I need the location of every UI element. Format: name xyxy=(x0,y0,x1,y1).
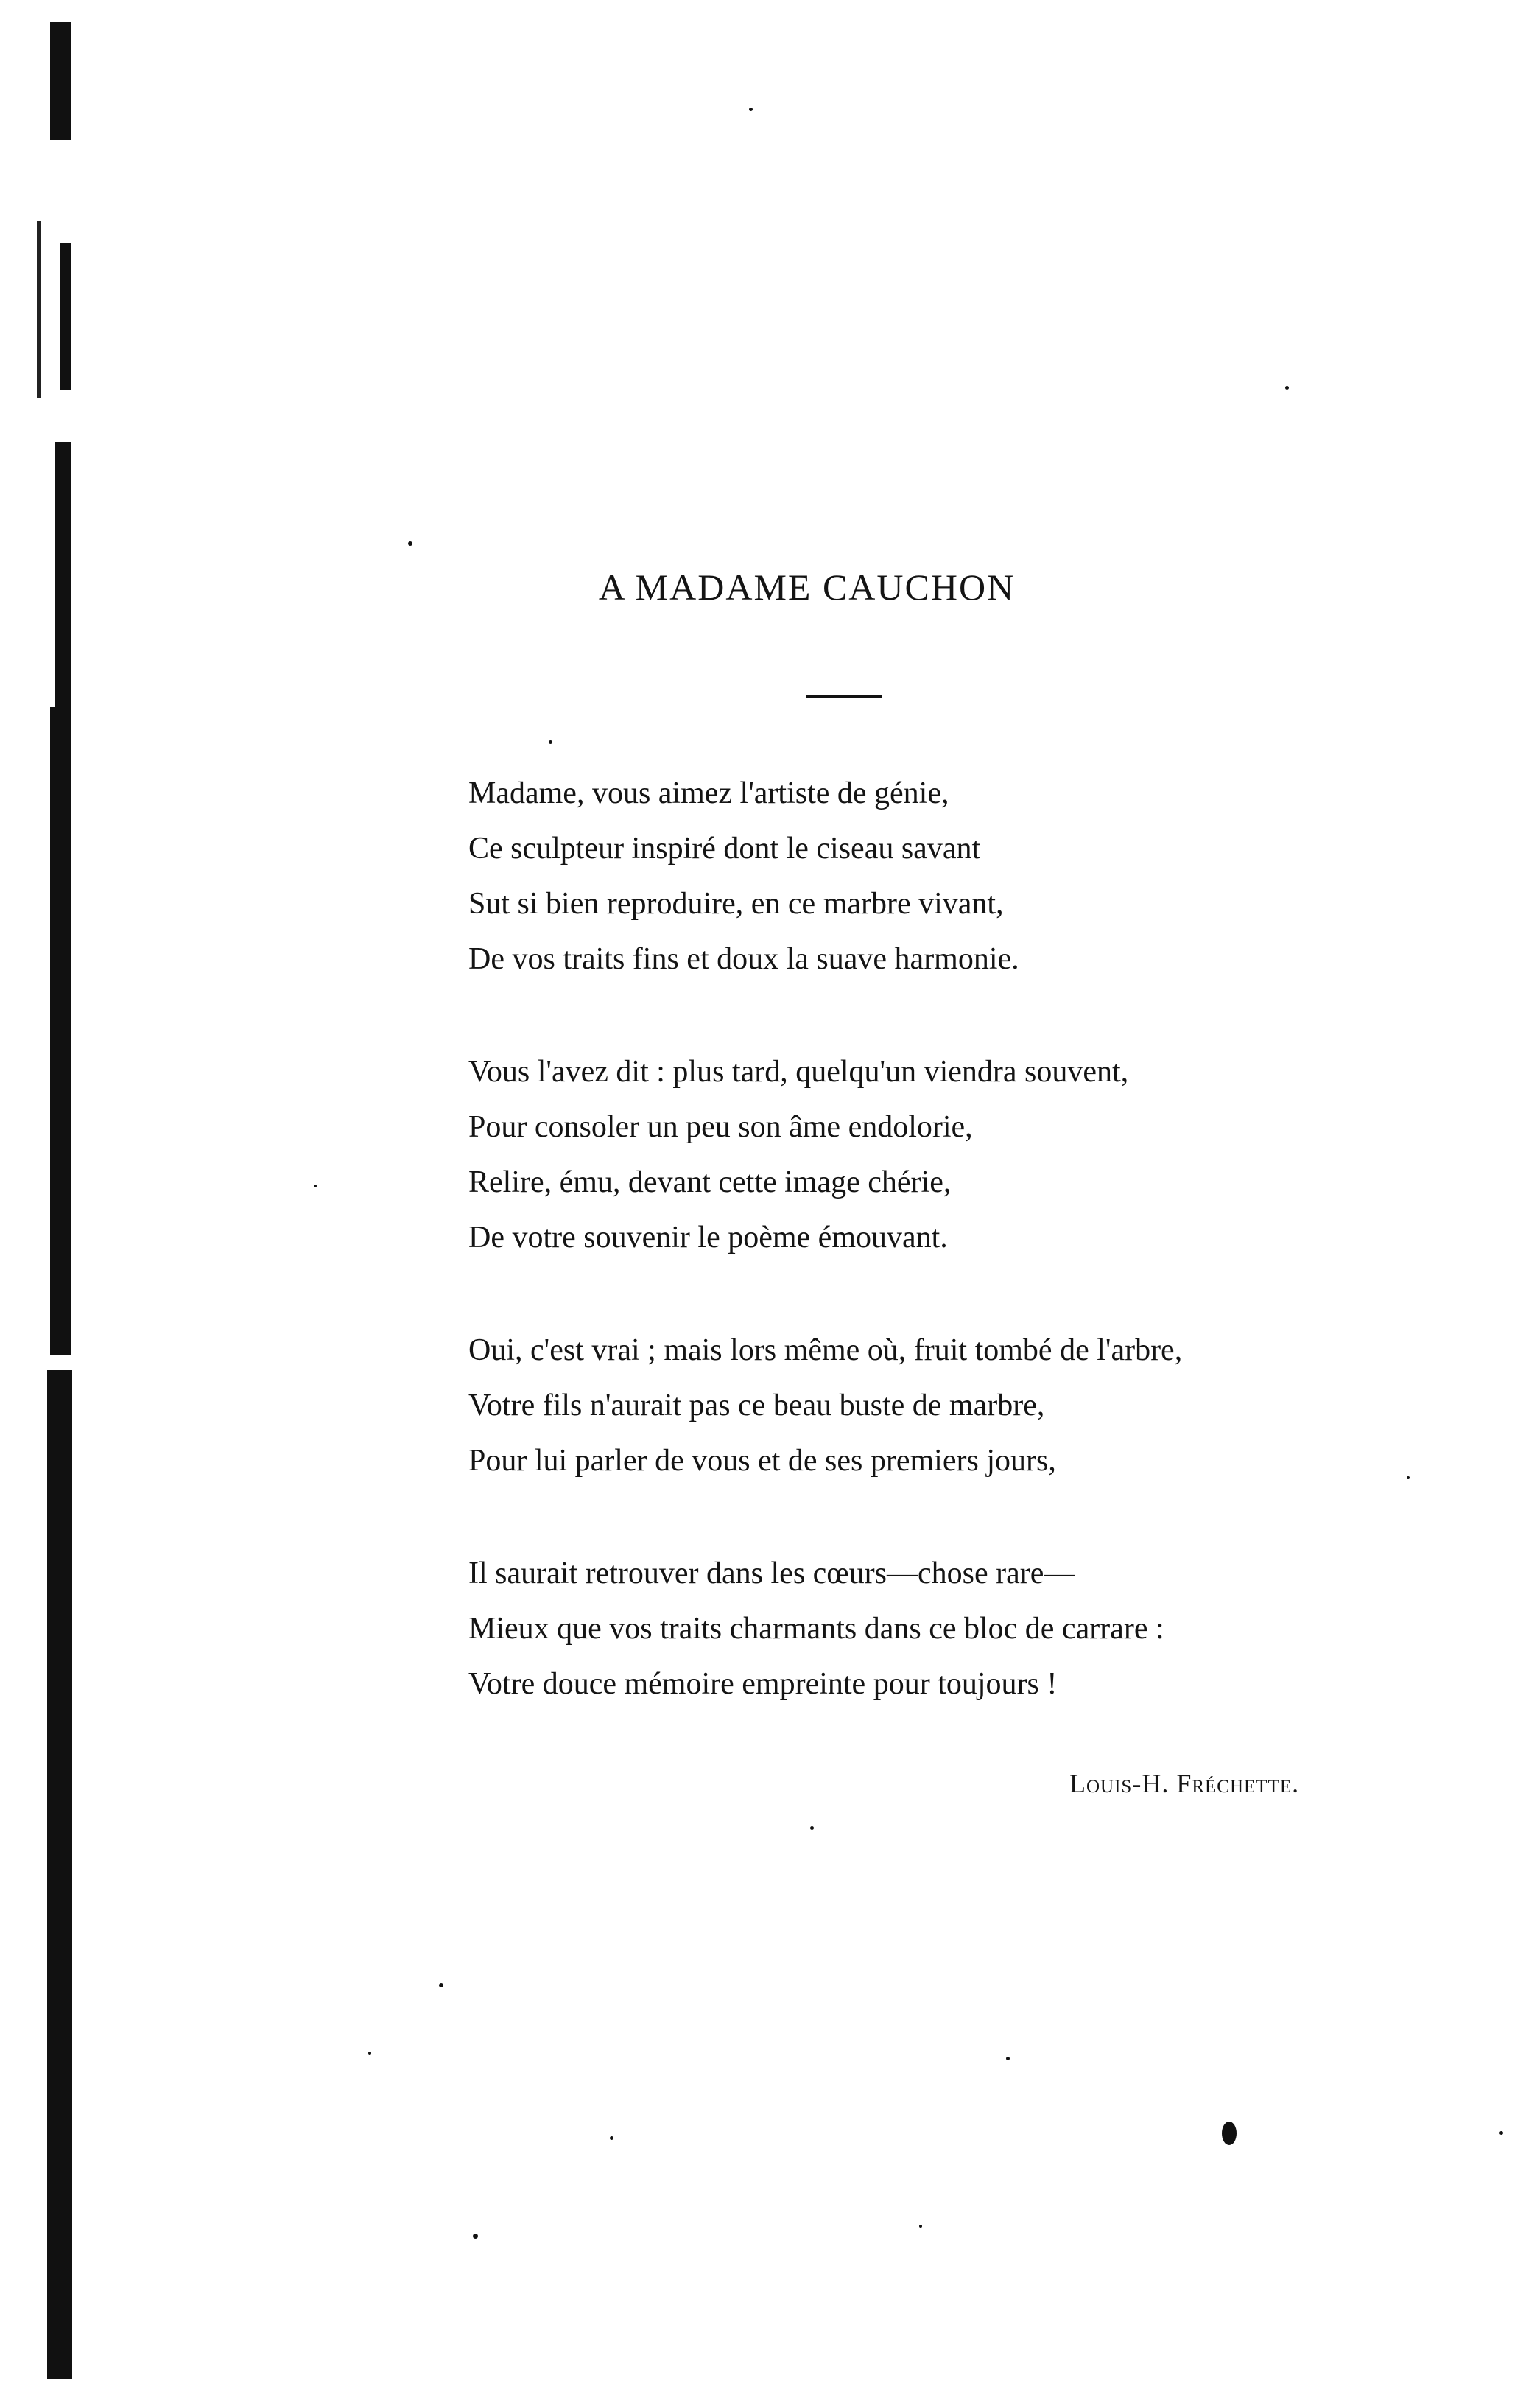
binding-edge xyxy=(28,0,80,2386)
scan-speck xyxy=(919,2225,922,2228)
scan-speck xyxy=(473,2234,478,2239)
scan-speck xyxy=(314,1185,317,1187)
poem-line: Mieux que vos traits charmants dans ce bloc de carrare : xyxy=(468,1612,1164,1646)
stanza-3 xyxy=(468,1323,1389,1489)
poem-line: Votre douce mémoire empreinte pour toujours ! xyxy=(468,1667,1058,1701)
poem-line: Vous l'avez dit : plus tard, quelqu'un viendra souvent, xyxy=(468,1055,1129,1089)
scan-speck xyxy=(749,108,753,111)
poem-line: Ce sculpteur inspiré dont le ciseau savant xyxy=(468,832,981,866)
poem-line: Sut si bien reproduire, en ce marbre vivant, xyxy=(468,887,1004,921)
scan-speck xyxy=(1285,386,1289,390)
poem-line: Relire, ému, devant cette image chérie, xyxy=(468,1165,952,1199)
poem-line: Votre fils n'aurait pas ce beau buste de marbre, xyxy=(468,1389,1045,1422)
poem-line: Oui, c'est vrai ; mais lors même où, fruit tombé de l'arbre, xyxy=(468,1333,1183,1367)
scan-speck xyxy=(408,541,412,546)
scan-speck xyxy=(1499,2131,1503,2135)
scan-speck xyxy=(1006,2057,1010,2060)
scan-speck xyxy=(368,2052,371,2055)
scan-speck xyxy=(610,2136,613,2140)
stanza-2 xyxy=(468,1045,1389,1266)
poem-title: A MADAME CAUCHON xyxy=(598,566,1016,608)
poem-line: De votre souvenir le poème émouvant. xyxy=(468,1221,948,1255)
poem-body xyxy=(468,766,1389,1769)
scan-speck xyxy=(810,1826,814,1830)
scan-speck xyxy=(549,740,552,744)
scan-speck xyxy=(1222,2122,1237,2145)
title-rule xyxy=(806,695,882,698)
stanza-1 xyxy=(468,766,1389,987)
stanza-4 xyxy=(468,1546,1389,1712)
poem-line: Pour consoler un peu son âme endolorie, xyxy=(468,1110,973,1144)
poem-line: De vos traits fins et doux la suave harmonie. xyxy=(468,942,1019,976)
poem-line: Pour lui parler de vous et de ses premiers jours, xyxy=(468,1444,1056,1478)
author-signature: Louis-H. Fréchette. xyxy=(1069,1769,1300,1798)
poem-line: Madame, vous aimez l'artiste de génie, xyxy=(468,776,949,810)
scan-speck xyxy=(439,1983,443,1987)
scan-speck xyxy=(1407,1476,1410,1479)
poem-line: Il saurait retrouver dans les cœurs—chose rare— xyxy=(468,1557,1075,1590)
